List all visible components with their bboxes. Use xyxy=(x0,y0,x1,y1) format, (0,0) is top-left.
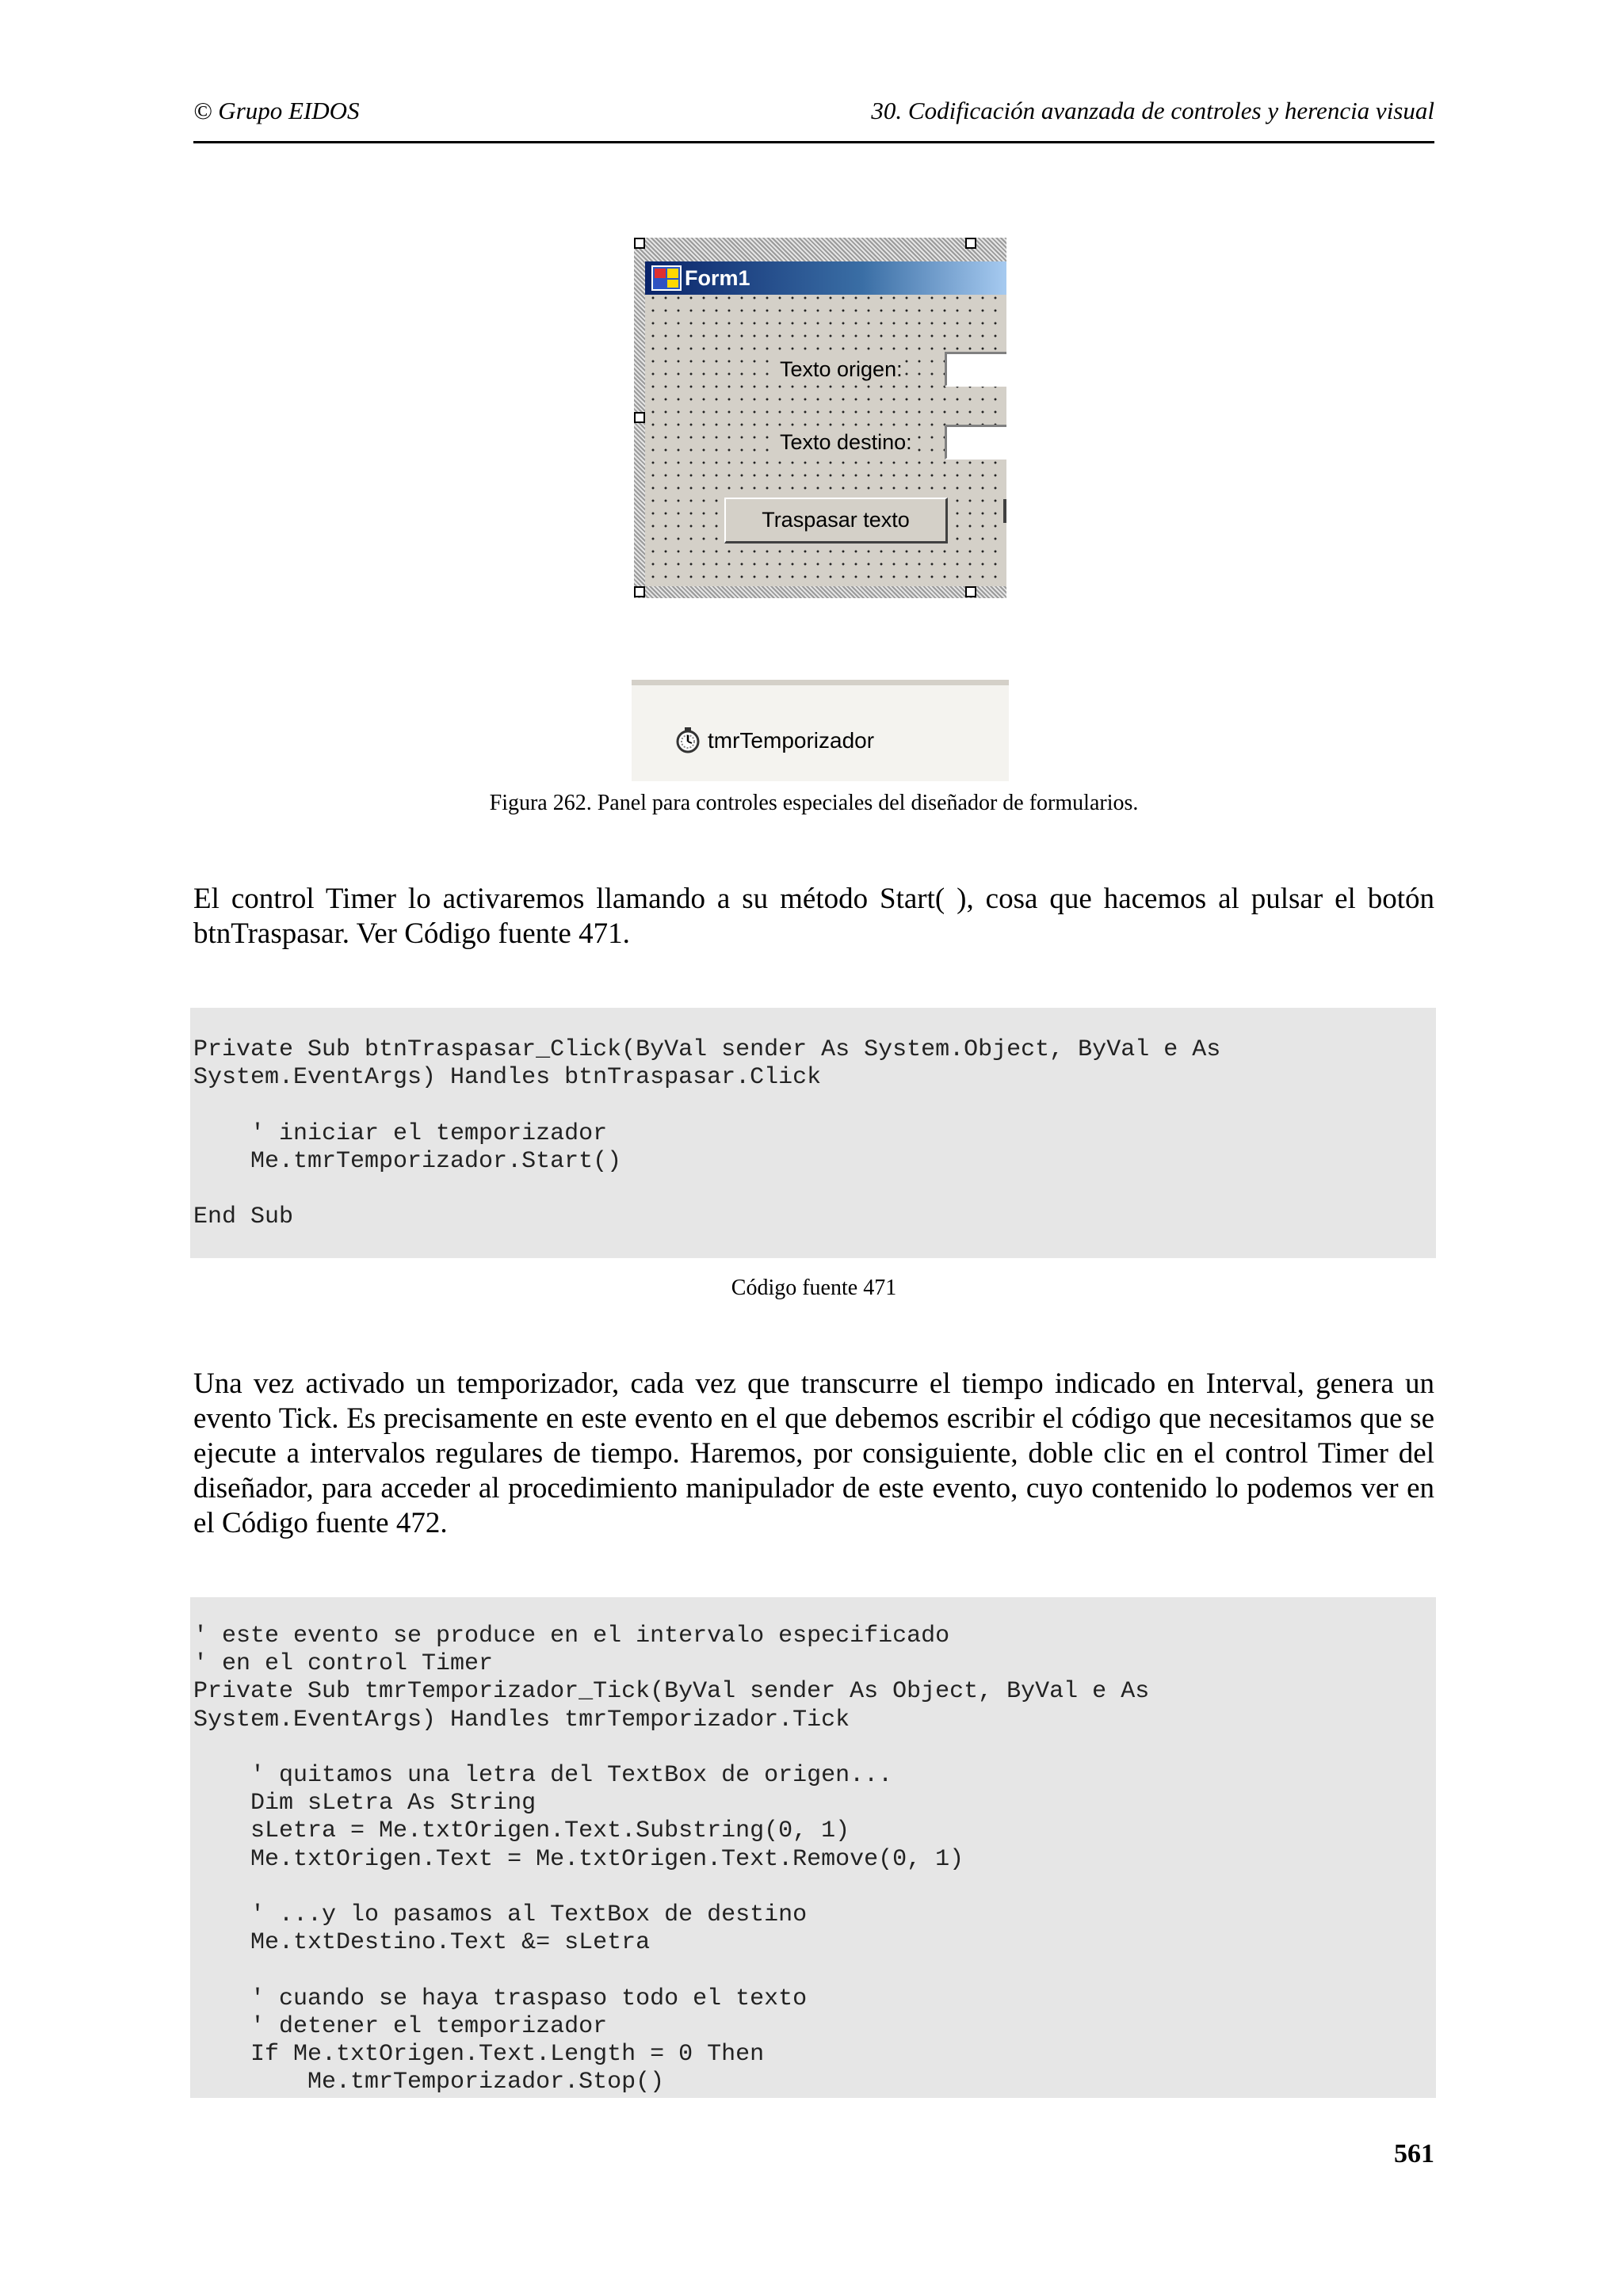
code-block-471 xyxy=(190,1008,1436,1258)
page-number: 561 xyxy=(1394,2139,1434,2168)
timer-component-label: tmrTemporizador xyxy=(708,728,875,753)
figure-caption: Figura 262. Panel para controles especiales del diseñador de formularios. xyxy=(489,791,1139,815)
header-publisher: © Grupo EIDOS xyxy=(193,97,360,124)
paragraph-tick-event: Una vez activado un temporizador, cada vez que transcurre el tiempo indicado en Interval, genera un evento Tick. Es precisamente en este evento en el que debemos escribir el código que necesitamos que se ejecute a intervalos regulares de tiempo. Haremos, por consiguiente, doble clic en el control Timer del diseñador, para acceder al procedimiento manipulador de este evento, cuyo contenido lo podemos ver en el Código fuente 472. xyxy=(193,1367,1434,1539)
form-title-bar xyxy=(645,261,1006,295)
traspasar-button: Traspasar texto xyxy=(724,498,948,543)
form-title: Form1 xyxy=(685,266,750,290)
resize-handle-bottom-left xyxy=(634,586,645,597)
form-designer-screenshot xyxy=(634,238,1006,598)
resize-handle-top-right xyxy=(965,238,976,249)
code-text-472: ' este evento se produce en el intervalo especificado ' en el control Timer Private Sub tmrTemporizador_Tick(ByVal sender As Object, ByVal e As System.EventArgs) Handles tmrTemporizador.Tick ' quitamos una letra del TextBox de origen... Dim sLetra As String sLetra = Me.txtOrigen.Text.Substring(0, 1) Me.txtOrigen.Text = Me.txtOrigen.Text.Remove(0, 1) ' ...y lo pasamos al TextBox de destino Me.txtDestino.Text &= sLetra ' cuando se haya traspaso todo el texto ' detener el temporizador If Me.txtOrigen.Text.Length = 0 Then Me.tmrTemporizador.Stop() xyxy=(193,1623,1150,2096)
resize-handle-bottom-right xyxy=(965,586,976,597)
form-icon xyxy=(651,265,682,291)
running-header xyxy=(193,93,1434,143)
code-text-471: Private Sub btnTraspasar_Click(ByVal sender As System.Object, ByVal e As System.EventArgs) Handles btnTraspasar.Click ' iniciar el temporizador Me.tmrTemporizador.Start() End Sub xyxy=(193,1036,1221,1231)
form-window xyxy=(645,261,1006,586)
code-caption-471: Código fuente 471 xyxy=(731,1276,897,1300)
code-block-472 xyxy=(190,1597,1436,2098)
textbox-origen xyxy=(945,352,1006,387)
header-chapter-title: 30. Codificación avanzada de controles y herencia visual xyxy=(871,97,1434,124)
paragraph-timer-start: El control Timer lo activaremos llamando a su método Start( ), cosa que hacemos al pulsar el botón btnTraspasar. Ver Código fuente 471. xyxy=(193,883,1434,950)
component-tray xyxy=(632,680,1009,781)
label-texto-destino: Texto destino: xyxy=(780,430,912,454)
stopwatch-icon xyxy=(674,727,701,753)
label-texto-origen: Texto origen: xyxy=(780,357,903,381)
window-edge xyxy=(1003,499,1006,523)
textbox-destino xyxy=(945,425,1006,460)
resize-handle-top-left xyxy=(634,238,645,249)
resize-handle-middle-left xyxy=(634,412,645,423)
